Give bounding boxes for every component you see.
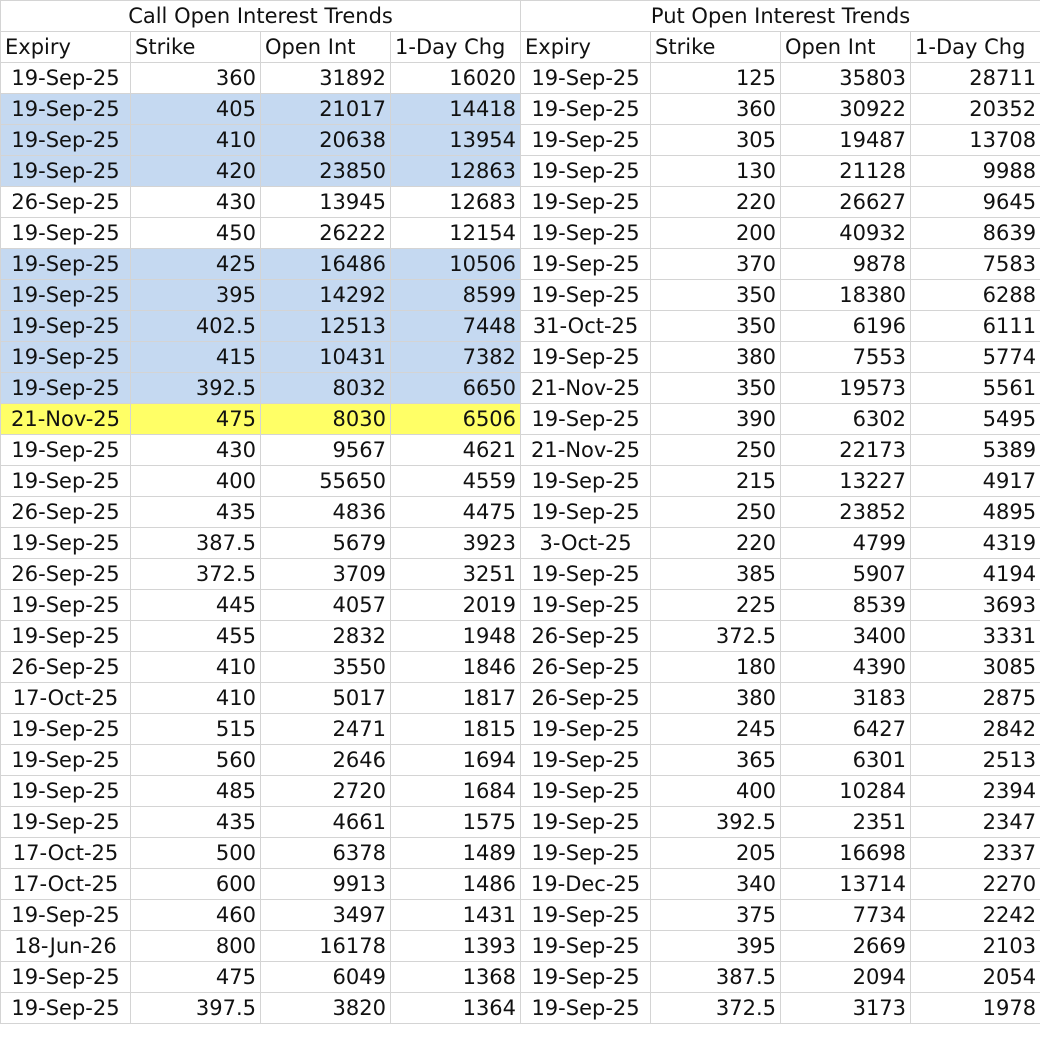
call-strike-cell[interactable]: 455 xyxy=(131,621,261,652)
table-row xyxy=(1,714,1040,745)
put-strike-cell[interactable]: 400 xyxy=(651,776,781,807)
put-1-day-chg-cell[interactable]: 8639 xyxy=(911,218,1040,249)
put-open-int-cell[interactable]: 8539 xyxy=(781,590,911,621)
put-open-int-cell[interactable]: 6427 xyxy=(781,714,911,745)
call-expiry-cell[interactable]: 17-Oct-25 xyxy=(1,838,131,869)
call-open-int-cell[interactable]: 3550 xyxy=(261,652,391,683)
call-open-int-cell[interactable]: 14292 xyxy=(261,280,391,311)
put-1-day-chg-cell[interactable]: 2337 xyxy=(911,838,1040,869)
put-1-day-chg-cell[interactable]: 5561 xyxy=(911,373,1040,404)
put-1-day-chg-cell[interactable]: 2394 xyxy=(911,776,1040,807)
put-open-int-cell[interactable]: 19487 xyxy=(781,125,911,156)
call-1-day-chg-cell[interactable]: 7448 xyxy=(391,311,521,342)
put-1-day-chg-cell[interactable]: 9988 xyxy=(911,156,1040,187)
call-open-int-cell[interactable]: 3709 xyxy=(261,559,391,590)
call-1-day-chg-cell[interactable]: 1393 xyxy=(391,931,521,962)
put-strike-cell[interactable]: 375 xyxy=(651,900,781,931)
put-open-int-cell[interactable]: 7553 xyxy=(781,342,911,373)
table-row xyxy=(1,838,1040,869)
put-1-day-chg-cell[interactable]: 3085 xyxy=(911,652,1040,683)
call-open-int-cell[interactable]: 2646 xyxy=(261,745,391,776)
put-open-int-cell[interactable]: 2351 xyxy=(781,807,911,838)
put-1-day-chg-cell[interactable]: 2347 xyxy=(911,807,1040,838)
put-strike-cell[interactable]: 387.5 xyxy=(651,962,781,993)
call-open-int-cell[interactable]: 5679 xyxy=(261,528,391,559)
call-expiry-cell[interactable]: 19-Sep-25 xyxy=(1,373,131,404)
call-1-day-chg-cell[interactable]: 3923 xyxy=(391,528,521,559)
put-1-day-chg-cell[interactable]: 5495 xyxy=(911,404,1040,435)
table-row xyxy=(1,249,1040,280)
table-row xyxy=(1,435,1040,466)
put-open-int-cell[interactable]: 3400 xyxy=(781,621,911,652)
table-row xyxy=(1,683,1040,714)
call-expiry-cell[interactable]: 26-Sep-25 xyxy=(1,187,131,218)
call-strike-cell[interactable]: 410 xyxy=(131,652,261,683)
put-strike-cell[interactable]: 390 xyxy=(651,404,781,435)
call-1-day-chg-cell[interactable]: 12863 xyxy=(391,156,521,187)
table-row xyxy=(1,900,1040,931)
table-row xyxy=(1,776,1040,807)
put-open-int-cell[interactable]: 13714 xyxy=(781,869,911,900)
call-1-day-chg-cell[interactable]: 1815 xyxy=(391,714,521,745)
put-expiry-cell[interactable]: 19-Sep-25 xyxy=(521,466,651,497)
call-1-day-chg-cell[interactable]: 3251 xyxy=(391,559,521,590)
table-row xyxy=(1,497,1040,528)
put-expiry-cell[interactable]: 19-Sep-25 xyxy=(521,931,651,962)
call-expiry-cell[interactable]: 19-Sep-25 xyxy=(1,435,131,466)
put-open-int-cell[interactable]: 30922 xyxy=(781,94,911,125)
put-strike-cell[interactable]: 392.5 xyxy=(651,807,781,838)
table-row xyxy=(1,342,1040,373)
call-1-day-chg-cell[interactable]: 16020 xyxy=(391,63,521,94)
call-open-int-cell[interactable]: 6378 xyxy=(261,838,391,869)
call-1-day-chg-cell[interactable]: 1817 xyxy=(391,683,521,714)
table-row xyxy=(1,559,1040,590)
call-expiry-cell[interactable]: 19-Sep-25 xyxy=(1,311,131,342)
put-open-int-cell[interactable]: 23852 xyxy=(781,497,911,528)
call-open-int-cell[interactable]: 10431 xyxy=(261,342,391,373)
put-open-int-cell[interactable]: 21128 xyxy=(781,156,911,187)
put-open-int-cell[interactable]: 4390 xyxy=(781,652,911,683)
call-expiry-cell[interactable]: 19-Sep-25 xyxy=(1,962,131,993)
call-open-int-cell[interactable]: 4057 xyxy=(261,590,391,621)
call-strike-cell[interactable]: 800 xyxy=(131,931,261,962)
put-expiry-cell[interactable]: 19-Sep-25 xyxy=(521,807,651,838)
put-1-day-chg-cell[interactable]: 2054 xyxy=(911,962,1040,993)
put-section-title[interactable]: Put Open Interest Trends xyxy=(521,1,1040,32)
call-open-int-cell[interactable]: 16178 xyxy=(261,931,391,962)
call-open-int-cell[interactable]: 5017 xyxy=(261,683,391,714)
call-expiry-cell[interactable]: 26-Sep-25 xyxy=(1,652,131,683)
table-row xyxy=(1,187,1040,218)
put-expiry-cell[interactable]: 19-Sep-25 xyxy=(521,993,651,1024)
put-strike-cell[interactable]: 380 xyxy=(651,342,781,373)
call-1-day-chg-cell[interactable]: 1694 xyxy=(391,745,521,776)
put-expiry-cell[interactable]: 31-Oct-25 xyxy=(521,311,651,342)
table-row xyxy=(1,63,1040,94)
put-strike-cell[interactable]: 372.5 xyxy=(651,993,781,1024)
table-row xyxy=(1,528,1040,559)
put-expiry-cell[interactable]: 19-Sep-25 xyxy=(521,776,651,807)
call-1-day-chg-cell[interactable]: 1684 xyxy=(391,776,521,807)
put-expiry-cell[interactable]: 19-Sep-25 xyxy=(521,962,651,993)
call-strike-cell[interactable]: 500 xyxy=(131,838,261,869)
table-row xyxy=(1,745,1040,776)
call-open-int-cell[interactable]: 20638 xyxy=(261,125,391,156)
call-open-int-cell[interactable]: 2720 xyxy=(261,776,391,807)
call-expiry-cell[interactable]: 17-Oct-25 xyxy=(1,683,131,714)
call-1-day-chg-cell[interactable]: 14418 xyxy=(391,94,521,125)
call-open-int-cell[interactable]: 9913 xyxy=(261,869,391,900)
call-open-int-cell[interactable]: 26222 xyxy=(261,218,391,249)
put-expiry-cell[interactable]: 3-Oct-25 xyxy=(521,528,651,559)
call-expiry-cell[interactable]: 19-Sep-25 xyxy=(1,590,131,621)
put-open-int-cell[interactable]: 26627 xyxy=(781,187,911,218)
call-1-day-chg-cell[interactable]: 12683 xyxy=(391,187,521,218)
put-open-int-cell[interactable]: 35803 xyxy=(781,63,911,94)
put-1-day-chg-header[interactable]: 1-Day Chg xyxy=(911,32,1040,63)
put-expiry-cell[interactable]: 26-Sep-25 xyxy=(521,652,651,683)
call-strike-cell[interactable]: 485 xyxy=(131,776,261,807)
call-strike-cell[interactable]: 360 xyxy=(131,63,261,94)
call-1-day-chg-cell[interactable]: 4475 xyxy=(391,497,521,528)
call-1-day-chg-cell[interactable]: 1489 xyxy=(391,838,521,869)
call-open-int-cell[interactable]: 23850 xyxy=(261,156,391,187)
put-open-int-cell[interactable]: 10284 xyxy=(781,776,911,807)
put-1-day-chg-cell[interactable]: 28711 xyxy=(911,63,1040,94)
call-strike-cell[interactable]: 430 xyxy=(131,187,261,218)
table-row xyxy=(1,652,1040,683)
call-expiry-cell[interactable]: 19-Sep-25 xyxy=(1,218,131,249)
table-row xyxy=(1,807,1040,838)
put-1-day-chg-cell[interactable]: 2270 xyxy=(911,869,1040,900)
put-expiry-cell[interactable]: 21-Nov-25 xyxy=(521,373,651,404)
put-expiry-cell[interactable]: 19-Sep-25 xyxy=(521,404,651,435)
call-expiry-header[interactable]: Expiry xyxy=(1,32,131,63)
call-1-day-chg-cell[interactable]: 1364 xyxy=(391,993,521,1024)
put-1-day-chg-cell[interactable]: 4895 xyxy=(911,497,1040,528)
put-1-day-chg-cell[interactable]: 6288 xyxy=(911,280,1040,311)
put-strike-cell[interactable]: 130 xyxy=(651,156,781,187)
call-expiry-cell[interactable]: 17-Oct-25 xyxy=(1,869,131,900)
call-expiry-cell[interactable]: 19-Sep-25 xyxy=(1,776,131,807)
call-1-day-chg-cell[interactable]: 4621 xyxy=(391,435,521,466)
put-strike-cell[interactable]: 200 xyxy=(651,218,781,249)
put-expiry-cell[interactable]: 19-Sep-25 xyxy=(521,900,651,931)
call-1-day-chg-cell[interactable]: 6506 xyxy=(391,404,521,435)
put-open-int-cell[interactable]: 6301 xyxy=(781,745,911,776)
put-expiry-cell[interactable]: 19-Sep-25 xyxy=(521,342,651,373)
call-expiry-cell[interactable]: 19-Sep-25 xyxy=(1,125,131,156)
put-1-day-chg-cell[interactable]: 2242 xyxy=(911,900,1040,931)
call-1-day-chg-cell[interactable]: 1368 xyxy=(391,962,521,993)
call-open-int-cell[interactable]: 8030 xyxy=(261,404,391,435)
call-1-day-chg-cell[interactable]: 1575 xyxy=(391,807,521,838)
put-open-int-cell[interactable]: 9878 xyxy=(781,249,911,280)
put-expiry-cell[interactable]: 19-Sep-25 xyxy=(521,714,651,745)
put-strike-cell[interactable]: 305 xyxy=(651,125,781,156)
put-strike-cell[interactable]: 360 xyxy=(651,94,781,125)
call-strike-cell[interactable]: 405 xyxy=(131,94,261,125)
put-1-day-chg-cell[interactable]: 3693 xyxy=(911,590,1040,621)
put-strike-cell[interactable]: 125 xyxy=(651,63,781,94)
put-strike-cell[interactable]: 350 xyxy=(651,280,781,311)
call-1-day-chg-cell[interactable]: 8599 xyxy=(391,280,521,311)
put-strike-cell[interactable]: 220 xyxy=(651,187,781,218)
table-row xyxy=(1,311,1040,342)
put-1-day-chg-cell[interactable]: 7583 xyxy=(911,249,1040,280)
put-strike-cell[interactable]: 220 xyxy=(651,528,781,559)
table-body xyxy=(1,63,1040,1024)
call-expiry-cell[interactable]: 19-Sep-25 xyxy=(1,342,131,373)
table-row xyxy=(1,125,1040,156)
call-expiry-cell[interactable]: 19-Sep-25 xyxy=(1,621,131,652)
put-expiry-cell[interactable]: 19-Sep-25 xyxy=(521,125,651,156)
put-open-int-cell[interactable]: 6196 xyxy=(781,311,911,342)
put-1-day-chg-cell[interactable]: 5774 xyxy=(911,342,1040,373)
put-expiry-cell[interactable]: 19-Sep-25 xyxy=(521,187,651,218)
call-open-int-cell[interactable]: 9567 xyxy=(261,435,391,466)
call-open-int-cell[interactable]: 21017 xyxy=(261,94,391,125)
put-1-day-chg-cell[interactable]: 4319 xyxy=(911,528,1040,559)
call-strike-cell[interactable]: 425 xyxy=(131,249,261,280)
call-strike-cell[interactable]: 515 xyxy=(131,714,261,745)
put-expiry-cell[interactable]: 19-Sep-25 xyxy=(521,63,651,94)
call-open-int-cell[interactable]: 4661 xyxy=(261,807,391,838)
put-strike-cell[interactable]: 372.5 xyxy=(651,621,781,652)
call-strike-cell[interactable]: 460 xyxy=(131,900,261,931)
call-strike-cell[interactable]: 397.5 xyxy=(131,993,261,1024)
put-strike-cell[interactable]: 380 xyxy=(651,683,781,714)
put-expiry-cell[interactable]: 19-Sep-25 xyxy=(521,745,651,776)
call-expiry-cell[interactable]: 19-Sep-25 xyxy=(1,745,131,776)
put-strike-cell[interactable]: 180 xyxy=(651,652,781,683)
put-expiry-cell[interactable]: 19-Sep-25 xyxy=(521,590,651,621)
put-open-int-cell[interactable]: 18380 xyxy=(781,280,911,311)
put-1-day-chg-cell[interactable]: 2513 xyxy=(911,745,1040,776)
put-open-int-cell[interactable]: 5907 xyxy=(781,559,911,590)
table-row xyxy=(1,621,1040,652)
put-strike-cell[interactable]: 395 xyxy=(651,931,781,962)
put-strike-cell[interactable]: 350 xyxy=(651,311,781,342)
put-open-int-cell[interactable]: 22173 xyxy=(781,435,911,466)
call-expiry-cell[interactable]: 19-Sep-25 xyxy=(1,807,131,838)
put-expiry-cell[interactable]: 19-Sep-25 xyxy=(521,218,651,249)
call-expiry-cell[interactable]: 19-Sep-25 xyxy=(1,714,131,745)
call-open-int-cell[interactable]: 2471 xyxy=(261,714,391,745)
put-expiry-header[interactable]: Expiry xyxy=(521,32,651,63)
put-expiry-cell[interactable]: 19-Sep-25 xyxy=(521,280,651,311)
put-1-day-chg-cell[interactable]: 6111 xyxy=(911,311,1040,342)
put-strike-cell[interactable]: 205 xyxy=(651,838,781,869)
call-1-day-chg-cell[interactable]: 6650 xyxy=(391,373,521,404)
call-expiry-cell[interactable]: 19-Sep-25 xyxy=(1,993,131,1024)
put-strike-cell[interactable]: 340 xyxy=(651,869,781,900)
put-1-day-chg-cell[interactable]: 3331 xyxy=(911,621,1040,652)
put-open-int-cell[interactable]: 13227 xyxy=(781,466,911,497)
put-1-day-chg-cell[interactable]: 4917 xyxy=(911,466,1040,497)
put-expiry-cell[interactable]: 26-Sep-25 xyxy=(521,621,651,652)
table-row xyxy=(1,931,1040,962)
call-expiry-cell[interactable]: 19-Sep-25 xyxy=(1,94,131,125)
call-expiry-cell[interactable]: 26-Sep-25 xyxy=(1,497,131,528)
call-expiry-cell[interactable]: 18-Jun-26 xyxy=(1,931,131,962)
call-1-day-chg-cell[interactable]: 1486 xyxy=(391,869,521,900)
table-row xyxy=(1,993,1040,1024)
call-open-int-cell[interactable]: 6049 xyxy=(261,962,391,993)
put-expiry-cell[interactable]: 26-Sep-25 xyxy=(521,683,651,714)
put-1-day-chg-cell[interactable]: 5389 xyxy=(911,435,1040,466)
call-expiry-cell[interactable]: 19-Sep-25 xyxy=(1,63,131,94)
call-1-day-chg-cell[interactable]: 12154 xyxy=(391,218,521,249)
call-strike-cell[interactable]: 430 xyxy=(131,435,261,466)
call-strike-cell[interactable]: 435 xyxy=(131,807,261,838)
call-strike-cell[interactable]: 387.5 xyxy=(131,528,261,559)
table-row xyxy=(1,869,1040,900)
call-open-int-cell[interactable]: 3497 xyxy=(261,900,391,931)
call-strike-cell[interactable]: 600 xyxy=(131,869,261,900)
put-open-int-cell[interactable]: 40932 xyxy=(781,218,911,249)
table-row xyxy=(1,590,1040,621)
call-open-int-cell[interactable]: 55650 xyxy=(261,466,391,497)
table-row xyxy=(1,962,1040,993)
call-open-int-cell[interactable]: 13945 xyxy=(261,187,391,218)
header-row xyxy=(1,32,1040,63)
put-1-day-chg-cell[interactable]: 1978 xyxy=(911,993,1040,1024)
put-expiry-cell[interactable]: 19-Sep-25 xyxy=(521,249,651,280)
call-expiry-cell[interactable]: 21-Nov-25 xyxy=(1,404,131,435)
call-strike-header[interactable]: Strike xyxy=(131,32,261,63)
call-strike-cell[interactable]: 560 xyxy=(131,745,261,776)
put-strike-cell[interactable]: 245 xyxy=(651,714,781,745)
put-open-int-cell[interactable]: 6302 xyxy=(781,404,911,435)
call-1-day-chg-cell[interactable]: 1846 xyxy=(391,652,521,683)
put-1-day-chg-cell[interactable]: 2842 xyxy=(911,714,1040,745)
call-strike-cell[interactable]: 372.5 xyxy=(131,559,261,590)
put-strike-cell[interactable]: 370 xyxy=(651,249,781,280)
put-open-int-header[interactable]: Open Int xyxy=(781,32,911,63)
call-open-int-cell[interactable]: 4836 xyxy=(261,497,391,528)
call-strike-cell[interactable]: 450 xyxy=(131,218,261,249)
put-open-int-cell[interactable]: 3173 xyxy=(781,993,911,1024)
call-expiry-cell[interactable]: 19-Sep-25 xyxy=(1,156,131,187)
put-open-int-cell[interactable]: 3183 xyxy=(781,683,911,714)
put-strike-header[interactable]: Strike xyxy=(651,32,781,63)
put-1-day-chg-cell[interactable]: 4194 xyxy=(911,559,1040,590)
call-expiry-cell[interactable]: 19-Sep-25 xyxy=(1,280,131,311)
call-open-int-header[interactable]: Open Int xyxy=(261,32,391,63)
call-strike-cell[interactable]: 402.5 xyxy=(131,311,261,342)
put-strike-cell[interactable]: 250 xyxy=(651,497,781,528)
call-strike-cell[interactable]: 445 xyxy=(131,590,261,621)
put-expiry-cell[interactable]: 19-Sep-25 xyxy=(521,156,651,187)
call-strike-cell[interactable]: 435 xyxy=(131,497,261,528)
table-row xyxy=(1,156,1040,187)
call-strike-cell[interactable]: 410 xyxy=(131,125,261,156)
put-expiry-cell[interactable]: 19-Sep-25 xyxy=(521,559,651,590)
call-open-int-cell[interactable]: 31892 xyxy=(261,63,391,94)
call-1-day-chg-cell[interactable]: 1431 xyxy=(391,900,521,931)
title-row xyxy=(1,1,1040,32)
put-1-day-chg-cell[interactable]: 2103 xyxy=(911,931,1040,962)
call-strike-cell[interactable]: 415 xyxy=(131,342,261,373)
put-strike-cell[interactable]: 385 xyxy=(651,559,781,590)
table-row xyxy=(1,373,1040,404)
call-expiry-cell[interactable]: 19-Sep-25 xyxy=(1,528,131,559)
call-open-int-cell[interactable]: 16486 xyxy=(261,249,391,280)
call-strike-cell[interactable]: 410 xyxy=(131,683,261,714)
call-strike-cell[interactable]: 475 xyxy=(131,962,261,993)
table-row xyxy=(1,280,1040,311)
call-strike-cell[interactable]: 392.5 xyxy=(131,373,261,404)
call-1-day-chg-cell[interactable]: 4559 xyxy=(391,466,521,497)
put-open-int-cell[interactable]: 7734 xyxy=(781,900,911,931)
put-expiry-cell[interactable]: 19-Dec-25 xyxy=(521,869,651,900)
call-open-int-cell[interactable]: 3820 xyxy=(261,993,391,1024)
call-section-title[interactable]: Call Open Interest Trends xyxy=(1,1,521,32)
call-strike-cell[interactable]: 395 xyxy=(131,280,261,311)
call-strike-cell[interactable]: 420 xyxy=(131,156,261,187)
put-strike-cell[interactable]: 365 xyxy=(651,745,781,776)
put-open-int-cell[interactable]: 16698 xyxy=(781,838,911,869)
put-open-int-cell[interactable]: 19573 xyxy=(781,373,911,404)
call-1-day-chg-cell[interactable]: 1948 xyxy=(391,621,521,652)
put-expiry-cell[interactable]: 19-Sep-25 xyxy=(521,94,651,125)
call-1-day-chg-cell[interactable]: 10506 xyxy=(391,249,521,280)
put-1-day-chg-cell[interactable]: 9645 xyxy=(911,187,1040,218)
put-strike-cell[interactable]: 250 xyxy=(651,435,781,466)
table-row xyxy=(1,218,1040,249)
call-1-day-chg-header[interactable]: 1-Day Chg xyxy=(391,32,521,63)
put-expiry-cell[interactable]: 21-Nov-25 xyxy=(521,435,651,466)
put-expiry-cell[interactable]: 19-Sep-25 xyxy=(521,838,651,869)
put-expiry-cell[interactable]: 19-Sep-25 xyxy=(521,497,651,528)
put-open-int-cell[interactable]: 4799 xyxy=(781,528,911,559)
call-1-day-chg-cell[interactable]: 2019 xyxy=(391,590,521,621)
put-strike-cell[interactable]: 350 xyxy=(651,373,781,404)
put-open-int-cell[interactable]: 2669 xyxy=(781,931,911,962)
put-1-day-chg-cell[interactable]: 2875 xyxy=(911,683,1040,714)
put-open-int-cell[interactable]: 2094 xyxy=(781,962,911,993)
call-expiry-cell[interactable]: 19-Sep-25 xyxy=(1,466,131,497)
call-strike-cell[interactable]: 400 xyxy=(131,466,261,497)
call-expiry-cell[interactable]: 26-Sep-25 xyxy=(1,559,131,590)
call-1-day-chg-cell[interactable]: 7382 xyxy=(391,342,521,373)
call-open-int-cell[interactable]: 2832 xyxy=(261,621,391,652)
call-strike-cell[interactable]: 475 xyxy=(131,404,261,435)
table-row xyxy=(1,404,1040,435)
call-open-int-cell[interactable]: 8032 xyxy=(261,373,391,404)
call-expiry-cell[interactable]: 19-Sep-25 xyxy=(1,900,131,931)
put-1-day-chg-cell[interactable]: 20352 xyxy=(911,94,1040,125)
table-row xyxy=(1,466,1040,497)
put-strike-cell[interactable]: 225 xyxy=(651,590,781,621)
call-expiry-cell[interactable]: 19-Sep-25 xyxy=(1,249,131,280)
put-strike-cell[interactable]: 215 xyxy=(651,466,781,497)
call-open-int-cell[interactable]: 12513 xyxy=(261,311,391,342)
put-1-day-chg-cell[interactable]: 13708 xyxy=(911,125,1040,156)
table-row xyxy=(1,94,1040,125)
call-1-day-chg-cell[interactable]: 13954 xyxy=(391,125,521,156)
